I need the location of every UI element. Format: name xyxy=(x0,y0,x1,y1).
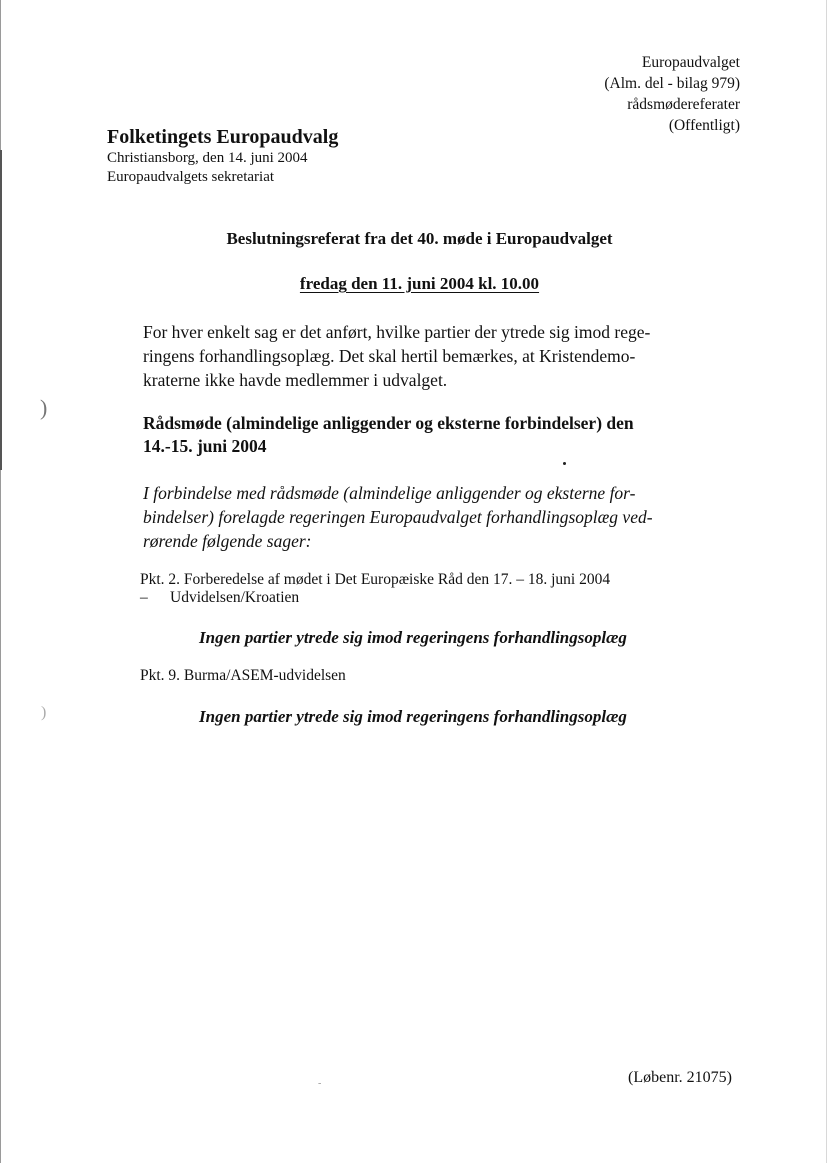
punch-hole-mark: ) xyxy=(41,704,47,721)
section-intro-line: I forbindelse med rådsmøde (almindelige anliggender og eksterne for- xyxy=(143,483,636,503)
sender-block xyxy=(107,125,507,187)
section-intro xyxy=(143,481,723,553)
office-name: Europaudvalgets sekretariat xyxy=(107,169,275,185)
meeting-date-heading xyxy=(0,273,827,295)
agenda-item-label: Pkt. 9. Burma/ASEM-udvidelsen xyxy=(140,667,346,684)
section-heading-line: Rådsmøde (almindelige anliggender og eksterne forbindelser) den xyxy=(143,413,634,433)
agenda-item-verdict: Ingen partier ytrede sig imod regeringens forhandlingsoplæg xyxy=(199,628,627,647)
section-intro-line: bindelser) forelagde regeringen Europaudvalget forhandlingsoplæg ved- xyxy=(143,507,653,527)
punch-hole-mark: ) xyxy=(40,395,48,420)
scan-margin-mark xyxy=(0,150,2,470)
document-title: Beslutningsreferat fra det 40. møde i Europaudvalget xyxy=(226,229,613,248)
stamp-committee: Europaudvalget xyxy=(641,54,740,71)
organization-name: Folketingets Europaudvalg xyxy=(107,126,339,148)
agenda-subitem xyxy=(140,588,299,608)
agenda-item-label: Pkt. 2. Forberedelse af mødet i Det Europæiske Råd den 17. – 18. juni 2004 xyxy=(140,571,611,588)
stamp-reference: (Alm. del - bilag 979) xyxy=(604,75,740,92)
intro-paragraph xyxy=(143,320,703,392)
serial-number: (Løbenr. 21075) xyxy=(628,1069,732,1086)
intro-line: For hver enkelt sag er det anført, hvilke partier der ytrede sig imod rege- xyxy=(143,322,651,342)
agenda-item-verdict: Ingen partier ytrede sig imod regeringens forhandlingsoplæg xyxy=(199,707,627,726)
scan-speck: - xyxy=(318,1078,322,1089)
document-stamp xyxy=(440,52,740,136)
section-heading xyxy=(143,412,723,458)
section-intro-line: rørende følgende sager: xyxy=(143,531,312,551)
place-date: Christiansborg, den 14. juni 2004 xyxy=(107,150,308,166)
scan-dot xyxy=(563,462,566,465)
stamp-classification: (Offentligt) xyxy=(668,117,740,134)
intro-line: ringens forhandlingsoplæg. Det skal hertil bemærkes, at Kristendemo- xyxy=(143,346,636,366)
list-dash: – xyxy=(140,589,148,606)
meeting-date: fredag den 11. juni 2004 kl. 10.00 xyxy=(299,274,540,293)
intro-line: kraterne ikke havde medlemmer i udvalget. xyxy=(143,370,448,390)
agenda-subitem-label: Udvidelsen/Kroatien xyxy=(170,589,300,606)
stamp-doc-type: rådsmødereferater xyxy=(627,96,740,113)
section-heading-line: 14.-15. juni 2004 xyxy=(143,436,267,456)
